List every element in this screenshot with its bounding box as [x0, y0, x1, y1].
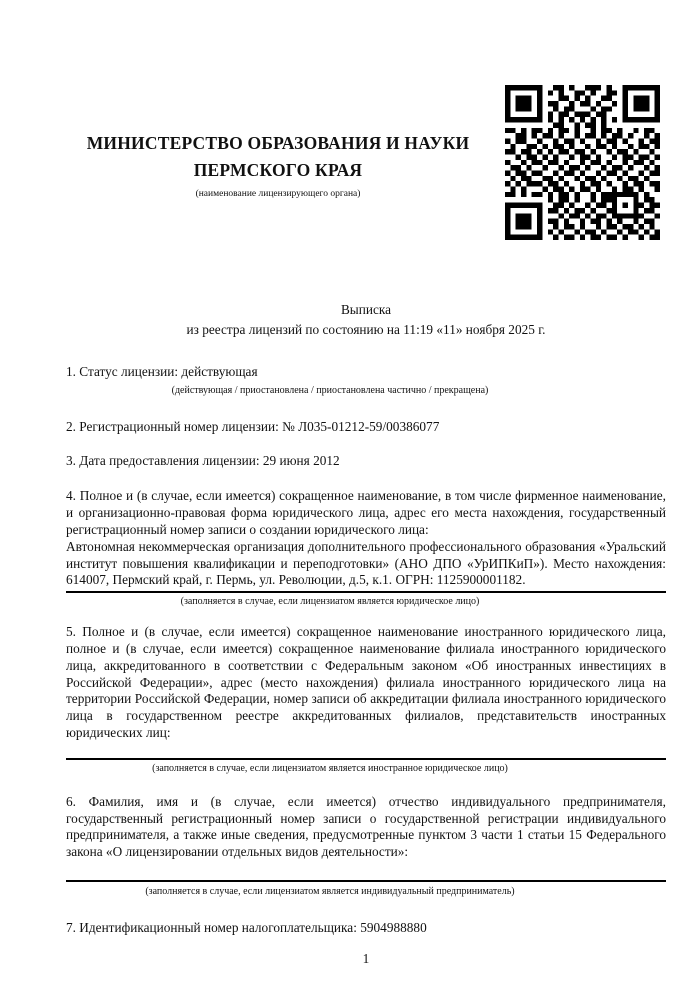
legal-entity-note: (заполняется в случае, если лицензиатом является юридическое лицо)	[180, 596, 480, 608]
document-body	[66, 364, 666, 968]
legal-entity-field-line	[66, 591, 666, 593]
document-title	[66, 300, 666, 339]
individual-entrepreneur-field-line	[66, 880, 666, 882]
individual-entrepreneur-clause-text: 6. Фамилия, имя и (в случае, если имеется) отчество индивидуального предпринимателя, государственный регистрационный номер записи о государственной регистрации индивидуального предпринимателя, а также иные сведения, предусмотренные пунктом 3 части 1 статьи 15 Федерального закона «О лицензировании отдельных видов деятельности»:	[66, 793, 666, 860]
legal-entity-clause-text: 4. Полное и (в случае, если имеется) сокращенное наименование, в том числе фирменное наименование, и организационно-правовая форма юридического лица, адрес его места нахождения, государственный регистрационный номер записи о создании юридического лица:	[66, 488, 666, 537]
foreign-entity-clause-text: 5. Полное и (в случае, если имеется) сокращенное наименование иностранного юридического лица, полное и (в случае, если имеется) сокращенное наименование филиала иностранного юридического лица, аккредитованного в соответствии с Федеральным законом «Об иностранных инвестициях в Российской Федерации», адрес (место нахождения) филиала иностранного юридического лица на территории Российской Федерации, номер записи об аккредитации филиала иностранного юридического лица в государственном реестре аккредитованных филиалов, представительств иностранных юридических лиц:	[66, 624, 666, 740]
legal-entity-value: Автономная некоммерческая организация дополнительного профессионального образования «Уральский институт повышения квалификации и переподготовки» (АНО ДПО «УрИПКиП»). Место нахождения: 614007, Пермский край, г. Пермь, ул. Революции, д.5, к.1. ОГРН: 1125900001182.	[66, 538, 666, 588]
foreign-entity-field-line	[66, 758, 666, 760]
qr-code-icon	[505, 85, 660, 240]
license-status-line: 1. Статус лицензии: действующая	[66, 364, 258, 379]
issuing-authority-header	[66, 130, 490, 200]
licensing-authority-caption: (наименование лицензирующего органа)	[195, 189, 361, 199]
ministry-name-line1: МИНИСТЕРСТВО ОБРАЗОВАНИЯ И НАУКИ	[86, 133, 470, 153]
individual-entrepreneur-note: (заполняется в случае, если лицензиатом является индивидуальный предприниматель)	[145, 885, 515, 897]
page-number: 1	[362, 950, 370, 966]
taxpayer-id-line: 7. Идентификационный номер налогоплательщика: 5904988880	[66, 919, 427, 935]
license-status-options-note: (действующая / приостановлена / приостановлена частично / прекращена)	[171, 384, 489, 396]
document-title-line1: Выписка	[340, 302, 392, 317]
foreign-entity-note: (заполняется в случае, если лицензиатом является иностранное юридическое лицо)	[152, 762, 508, 774]
ministry-name-line2: ПЕРМСКОГО КРАЯ	[193, 160, 363, 180]
registration-number-line: 2. Регистрационный номер лицензии: № Л035-01212-59/00386077	[66, 418, 440, 434]
document-title-line2: из реестра лицензий по состоянию на 11:19 «11» ноября 2025 г.	[186, 321, 546, 337]
license-grant-date-line: 3. Дата предоставления лицензии: 29 июня 2012	[66, 452, 340, 468]
